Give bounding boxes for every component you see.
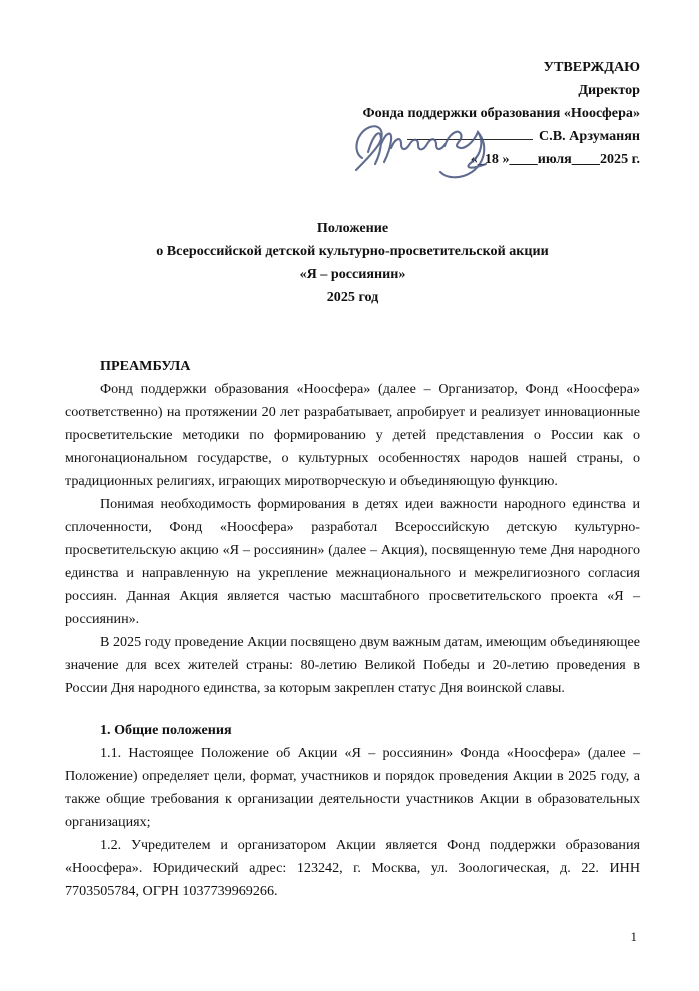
page-title-line-2: о Всероссийской детской культурно-просветительской акции bbox=[156, 243, 549, 259]
section1-paragraph-1-2: 1.2. Учредителем и организатором Акции является Фонд поддержки образования «Ноосфера». Юридический адрес: 123242, г. Москва, ул. Зоологическая, д. 22. ИНН 7703505784, ОГРН 1037739969266. bbox=[65, 837, 640, 899]
approval-date-line: «_18 »____июля____2025 г. bbox=[470, 151, 640, 167]
signature-line bbox=[407, 125, 533, 140]
approval-authority: УТВЕРЖДАЮ bbox=[543, 59, 640, 75]
preamble-heading: ПРЕАМБУЛА bbox=[100, 358, 191, 374]
page-title-line-3: «Я – россиянин» bbox=[299, 266, 406, 282]
preamble-paragraph-3: В 2025 году проведение Акции посвящено двум важным датам, имеющим объединяющее значение для всех жителей страны: 80-летию Великой Победы и 20-летию проведения в России Дня народного единства, за которым закреплен статус Дня воинской славы. bbox=[65, 634, 640, 696]
section1-paragraph-1-1: 1.1. Настоящее Положение об Акции «Я – россиянин» Фонда «Ноосфера» (далее – Положение) определяет цели, формат, участников и порядок проведения Акции в 2025 году, а также общие требования к организации деятельности участников Акции в образовательных организациях; bbox=[65, 745, 640, 830]
approval-organization: Фонда поддержки образования «Ноосфера» bbox=[362, 105, 640, 121]
approval-block bbox=[65, 56, 640, 171]
page-number: 1 bbox=[630, 929, 637, 944]
preamble-paragraph-2: Понимая необходимость формирования в детях идеи важности народного единства и сплоченности, Фонд «Ноосфера» разработал Всероссийскую детскую культурно-просветительскую акцию «Я – россиянин» (далее – Акция), посвященную теме Дня народного единства и направленную на укрепление межнационального и межрелигиозного согласия россиян. Данная Акция является частью масштабного просветительского проекта «Я – россиянин». bbox=[65, 496, 640, 627]
preamble-paragraph-1: Фонд поддержки образования «Ноосфера» (далее – Организатор, Фонд «Ноосфера» соответственно) на протяжении 20 лет разрабатывает, апробирует и реализует инновационные просветительские методики по формированию у детей представления о России как о многонациональном государстве, о культурных особенностях народов нашей страны, о традиционных религиях, играющих миротворческую и объединяющую функцию. bbox=[65, 381, 640, 489]
document-body bbox=[65, 355, 640, 903]
signature-row bbox=[65, 125, 640, 148]
approval-role: Директор bbox=[578, 82, 640, 98]
page-title-line-4: 2025 год bbox=[326, 289, 379, 305]
page-title-line-1: Положение bbox=[316, 220, 389, 236]
section1-heading: 1. Общие положения bbox=[100, 722, 232, 738]
title-block bbox=[65, 217, 640, 309]
signer-name: С.В. Арзуманян bbox=[539, 128, 640, 144]
